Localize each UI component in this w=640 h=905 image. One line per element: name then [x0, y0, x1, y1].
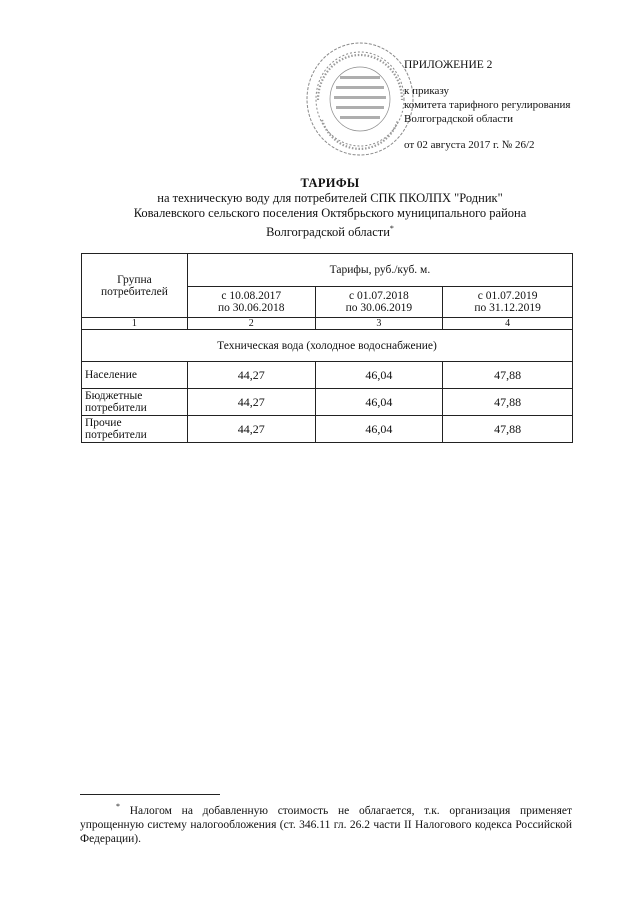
heading-footnote-mark: *: [389, 224, 394, 233]
table-row: [82, 416, 573, 443]
footnote-mark: *: [116, 802, 120, 811]
appendix-date: от 02 августа 2017 г. № 26/2: [404, 139, 535, 151]
heading-line-3: Волгоградской области: [266, 225, 390, 240]
document-heading: [80, 176, 580, 240]
heading-line-2: Ковалевского сельского поселения Октябрьского муниципального района: [133, 206, 527, 220]
heading-line-1: на техническую воду для потребителей СПК ПКОЛПХ "Родник": [157, 191, 503, 205]
appendix-title: ПРИЛОЖЕНИЕ 2: [404, 59, 493, 71]
row-value: 46,04: [315, 416, 443, 443]
row-value: 46,04: [315, 362, 443, 389]
row-group: Бюджетные потребители: [82, 389, 188, 416]
table-row: [82, 389, 573, 416]
table-row: [82, 362, 573, 389]
row-group: Население: [82, 362, 188, 389]
header-period-3: с 01.07.2019 по 31.12.2019: [443, 287, 573, 318]
appendix-block: [404, 58, 570, 152]
header-group: Групна потребителей: [82, 254, 188, 318]
tariffs-table: [81, 253, 573, 443]
section-title: Техническая вода (холодное водоснабжение): [82, 330, 573, 362]
official-seal-stamp: [304, 40, 416, 158]
document-title: ТАРИФЫ: [300, 176, 360, 190]
column-number-1: 1: [82, 318, 188, 330]
header-period-2: с 01.07.2018 по 30.06.2019: [315, 287, 443, 318]
row-group: Прочие потребители: [82, 416, 188, 443]
row-value: 46,04: [315, 389, 443, 416]
row-value: 47,88: [443, 416, 573, 443]
header-period-1: с 10.08.2017 по 30.06.2018: [187, 287, 315, 318]
header-tariffs: Тарифы, руб./куб. м.: [187, 254, 572, 287]
appendix-line-region: Волгоградской области: [404, 113, 513, 125]
footnote-separator: [80, 794, 220, 795]
column-number-4: 4: [443, 318, 573, 330]
appendix-line-committee: комитета тарифного регулирования: [404, 99, 571, 111]
footnote-text: Налогом на добавленную стоимость не облагается, т.к. организация применяет упрощенную систему налогообложения (ст. 346.11 гл. 26.2 части II Налогового кодекса Российской Федерации).: [80, 804, 572, 845]
row-value: 47,88: [443, 389, 573, 416]
row-value: 44,27: [187, 362, 315, 389]
column-number-2: 2: [187, 318, 315, 330]
column-number-3: 3: [315, 318, 443, 330]
footnote: [80, 800, 572, 846]
row-value: 44,27: [187, 389, 315, 416]
row-value: 44,27: [187, 416, 315, 443]
row-value: 47,88: [443, 362, 573, 389]
appendix-line-order: к приказу: [404, 85, 450, 97]
